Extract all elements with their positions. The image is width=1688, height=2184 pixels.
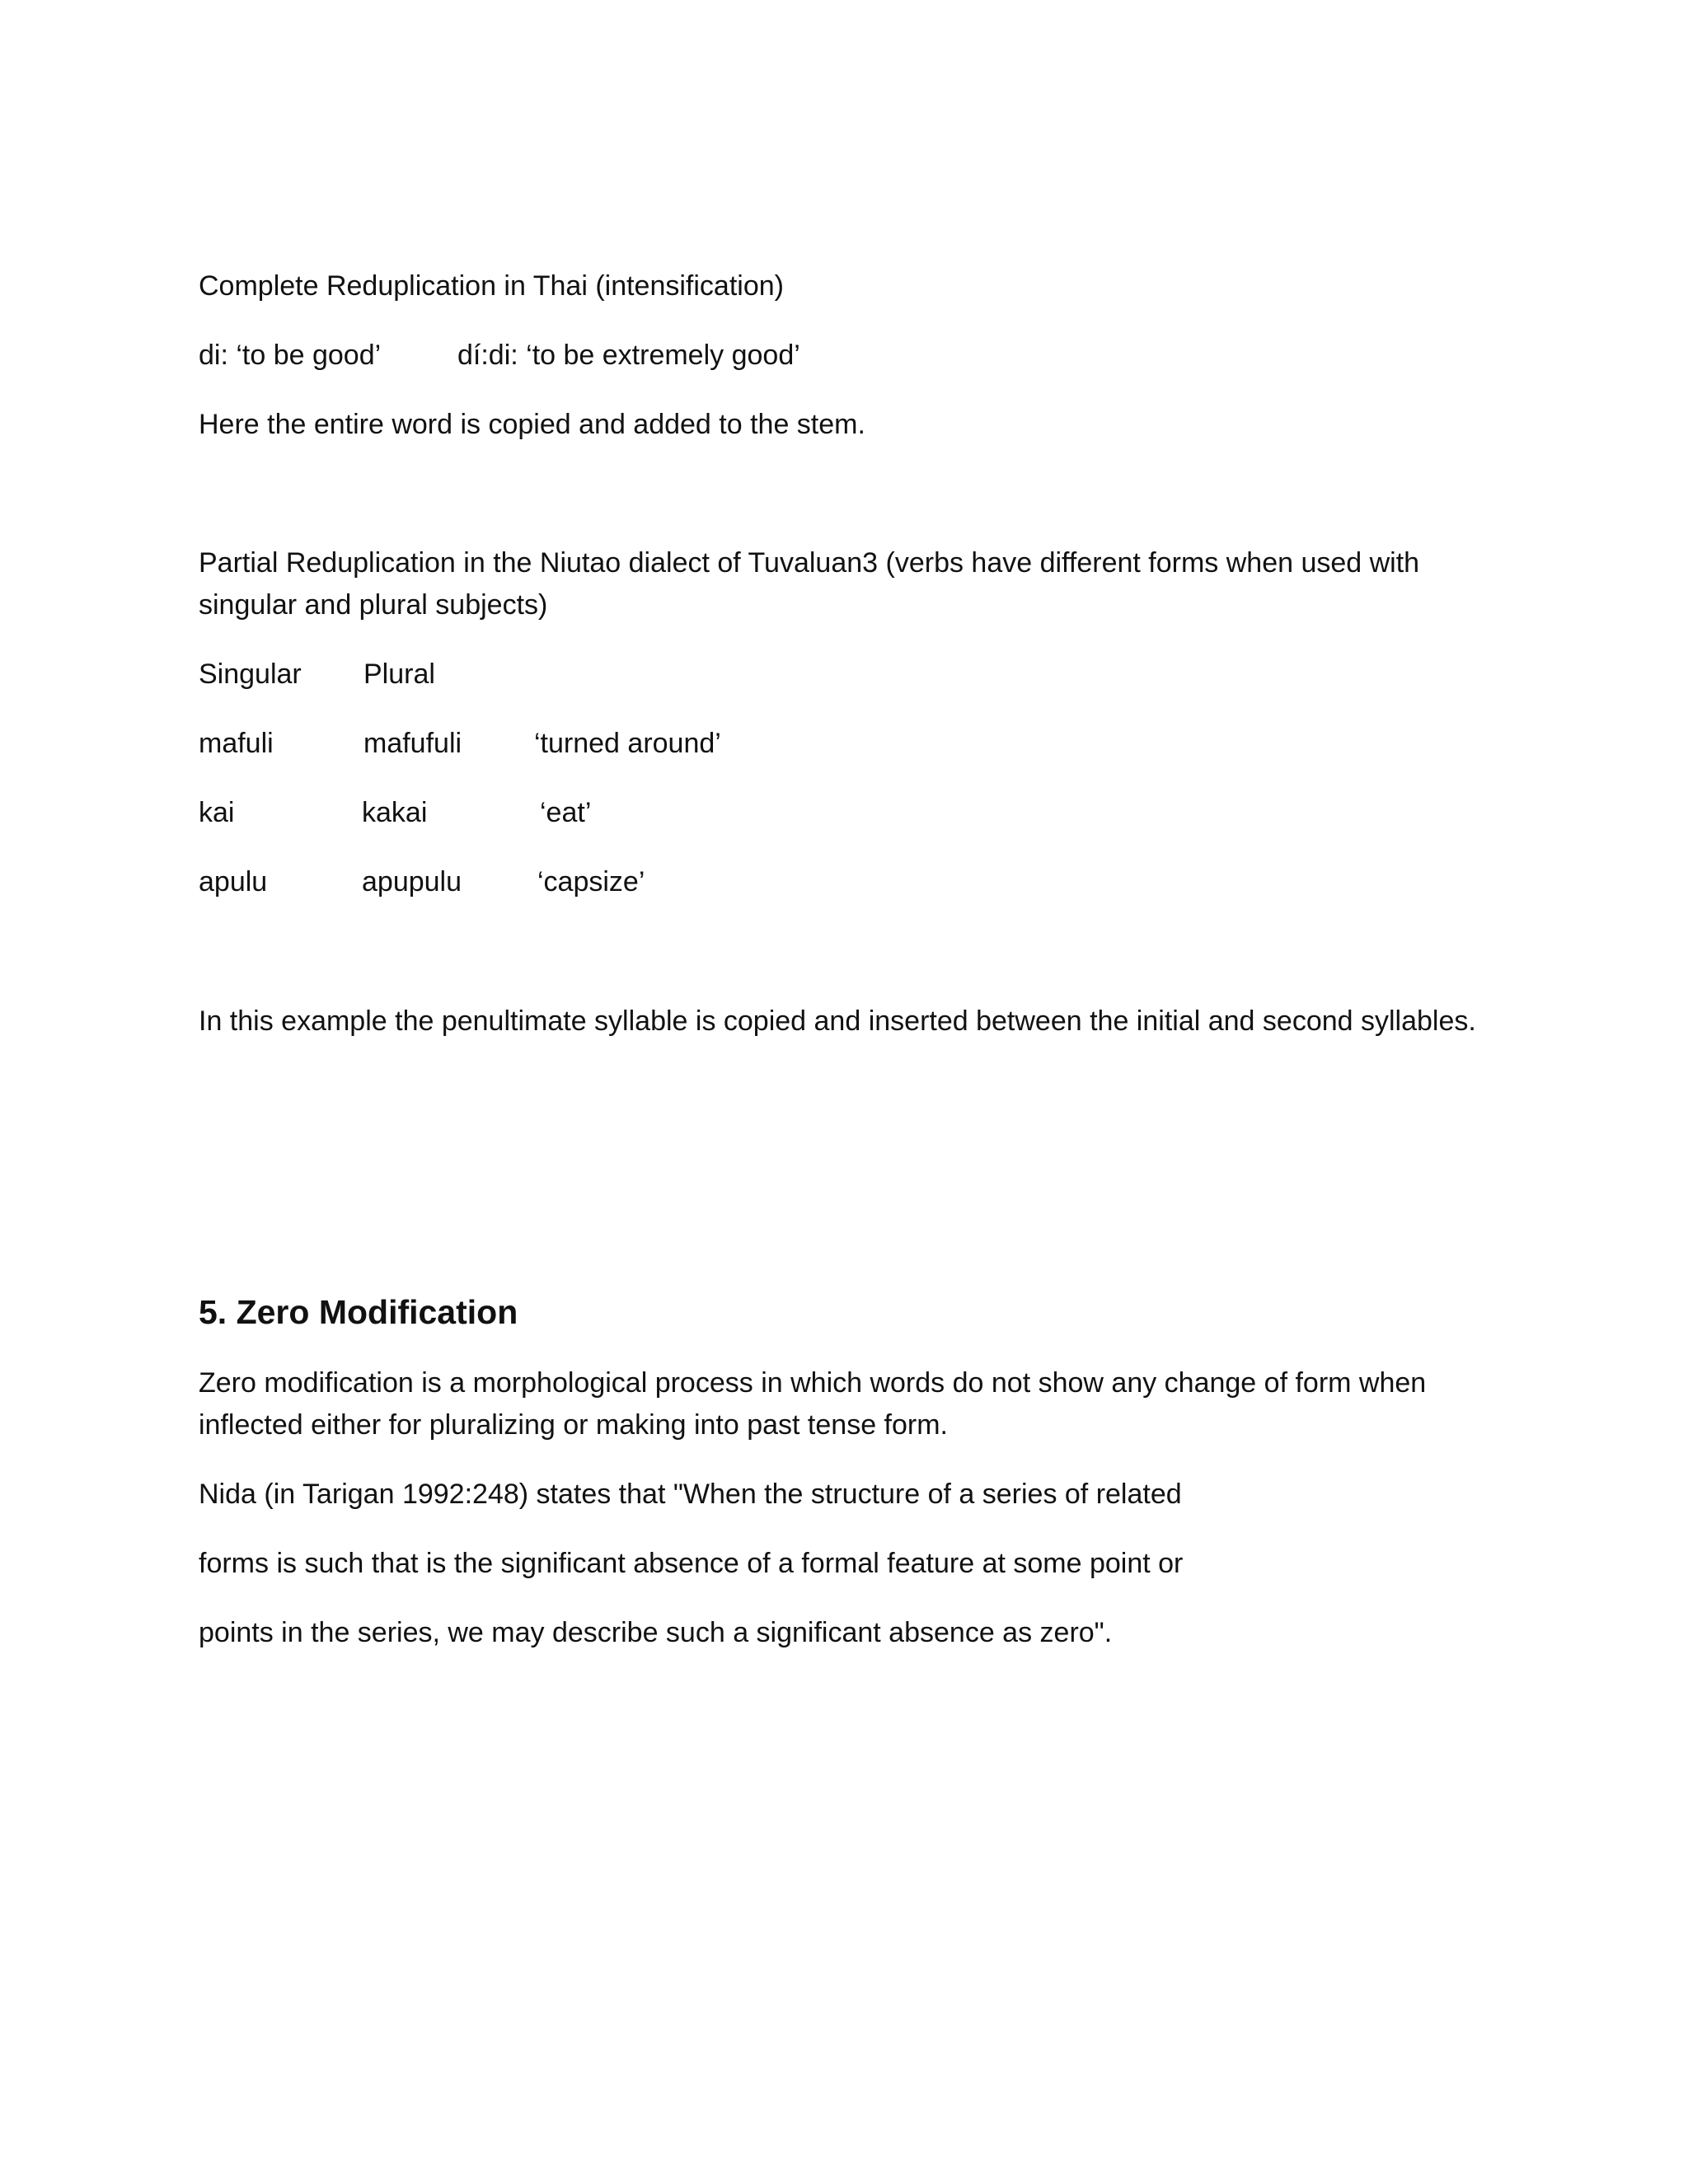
zero-definition: Zero modification is a morphological process in which words do not show any change of form when inflected either for pluralizing or making into past tense form. [199,1367,1427,1441]
quote-line-1: Nida (in Tarigan 1992:248) states that "When the structure of a series of related [199,1479,1182,1510]
tuvaluan-section-title: Partial Reduplication in the Niutao dialect of Tuvaluan3 (verbs have different forms when used with singular and plural subjects) [199,547,1420,621]
thai-example-base: di: ‘to be good’ [199,340,382,371]
tuvaluan-explanation: In this example the penultimate syllable is copied and inserted between the initial and second syllables. [199,1005,1476,1037]
thai-example-reduplicated: dí:di: ‘to be extremely good’ [457,340,800,371]
row-3-singular: apulu [199,866,268,898]
header-plural: Plural [363,658,435,690]
header-singular: Singular [199,658,302,690]
section-heading: 5. Zero Modification [199,1293,518,1331]
row-3-gloss: ‘capsize’ [537,866,645,898]
thai-section-title: Complete Reduplication in Thai (intensification) [199,270,784,302]
row-2-plural: kakai [362,797,428,828]
quote-line-2: forms is such that is the significant absence of a formal feature at some point or [199,1548,1184,1579]
thai-explanation: Here the entire word is copied and added to the stem. [199,409,865,440]
row-1-singular: mafuli [199,728,274,759]
row-2-singular: kai [199,797,235,828]
row-1-gloss: ‘turned around’ [534,728,721,759]
row-1-plural: mafufuli [363,728,462,759]
quote-line-3: points in the series, we may describe such a significant absence as zero". [199,1617,1113,1648]
row-3-plural: apupulu [362,866,462,898]
row-2-gloss: ‘eat’ [540,797,592,828]
